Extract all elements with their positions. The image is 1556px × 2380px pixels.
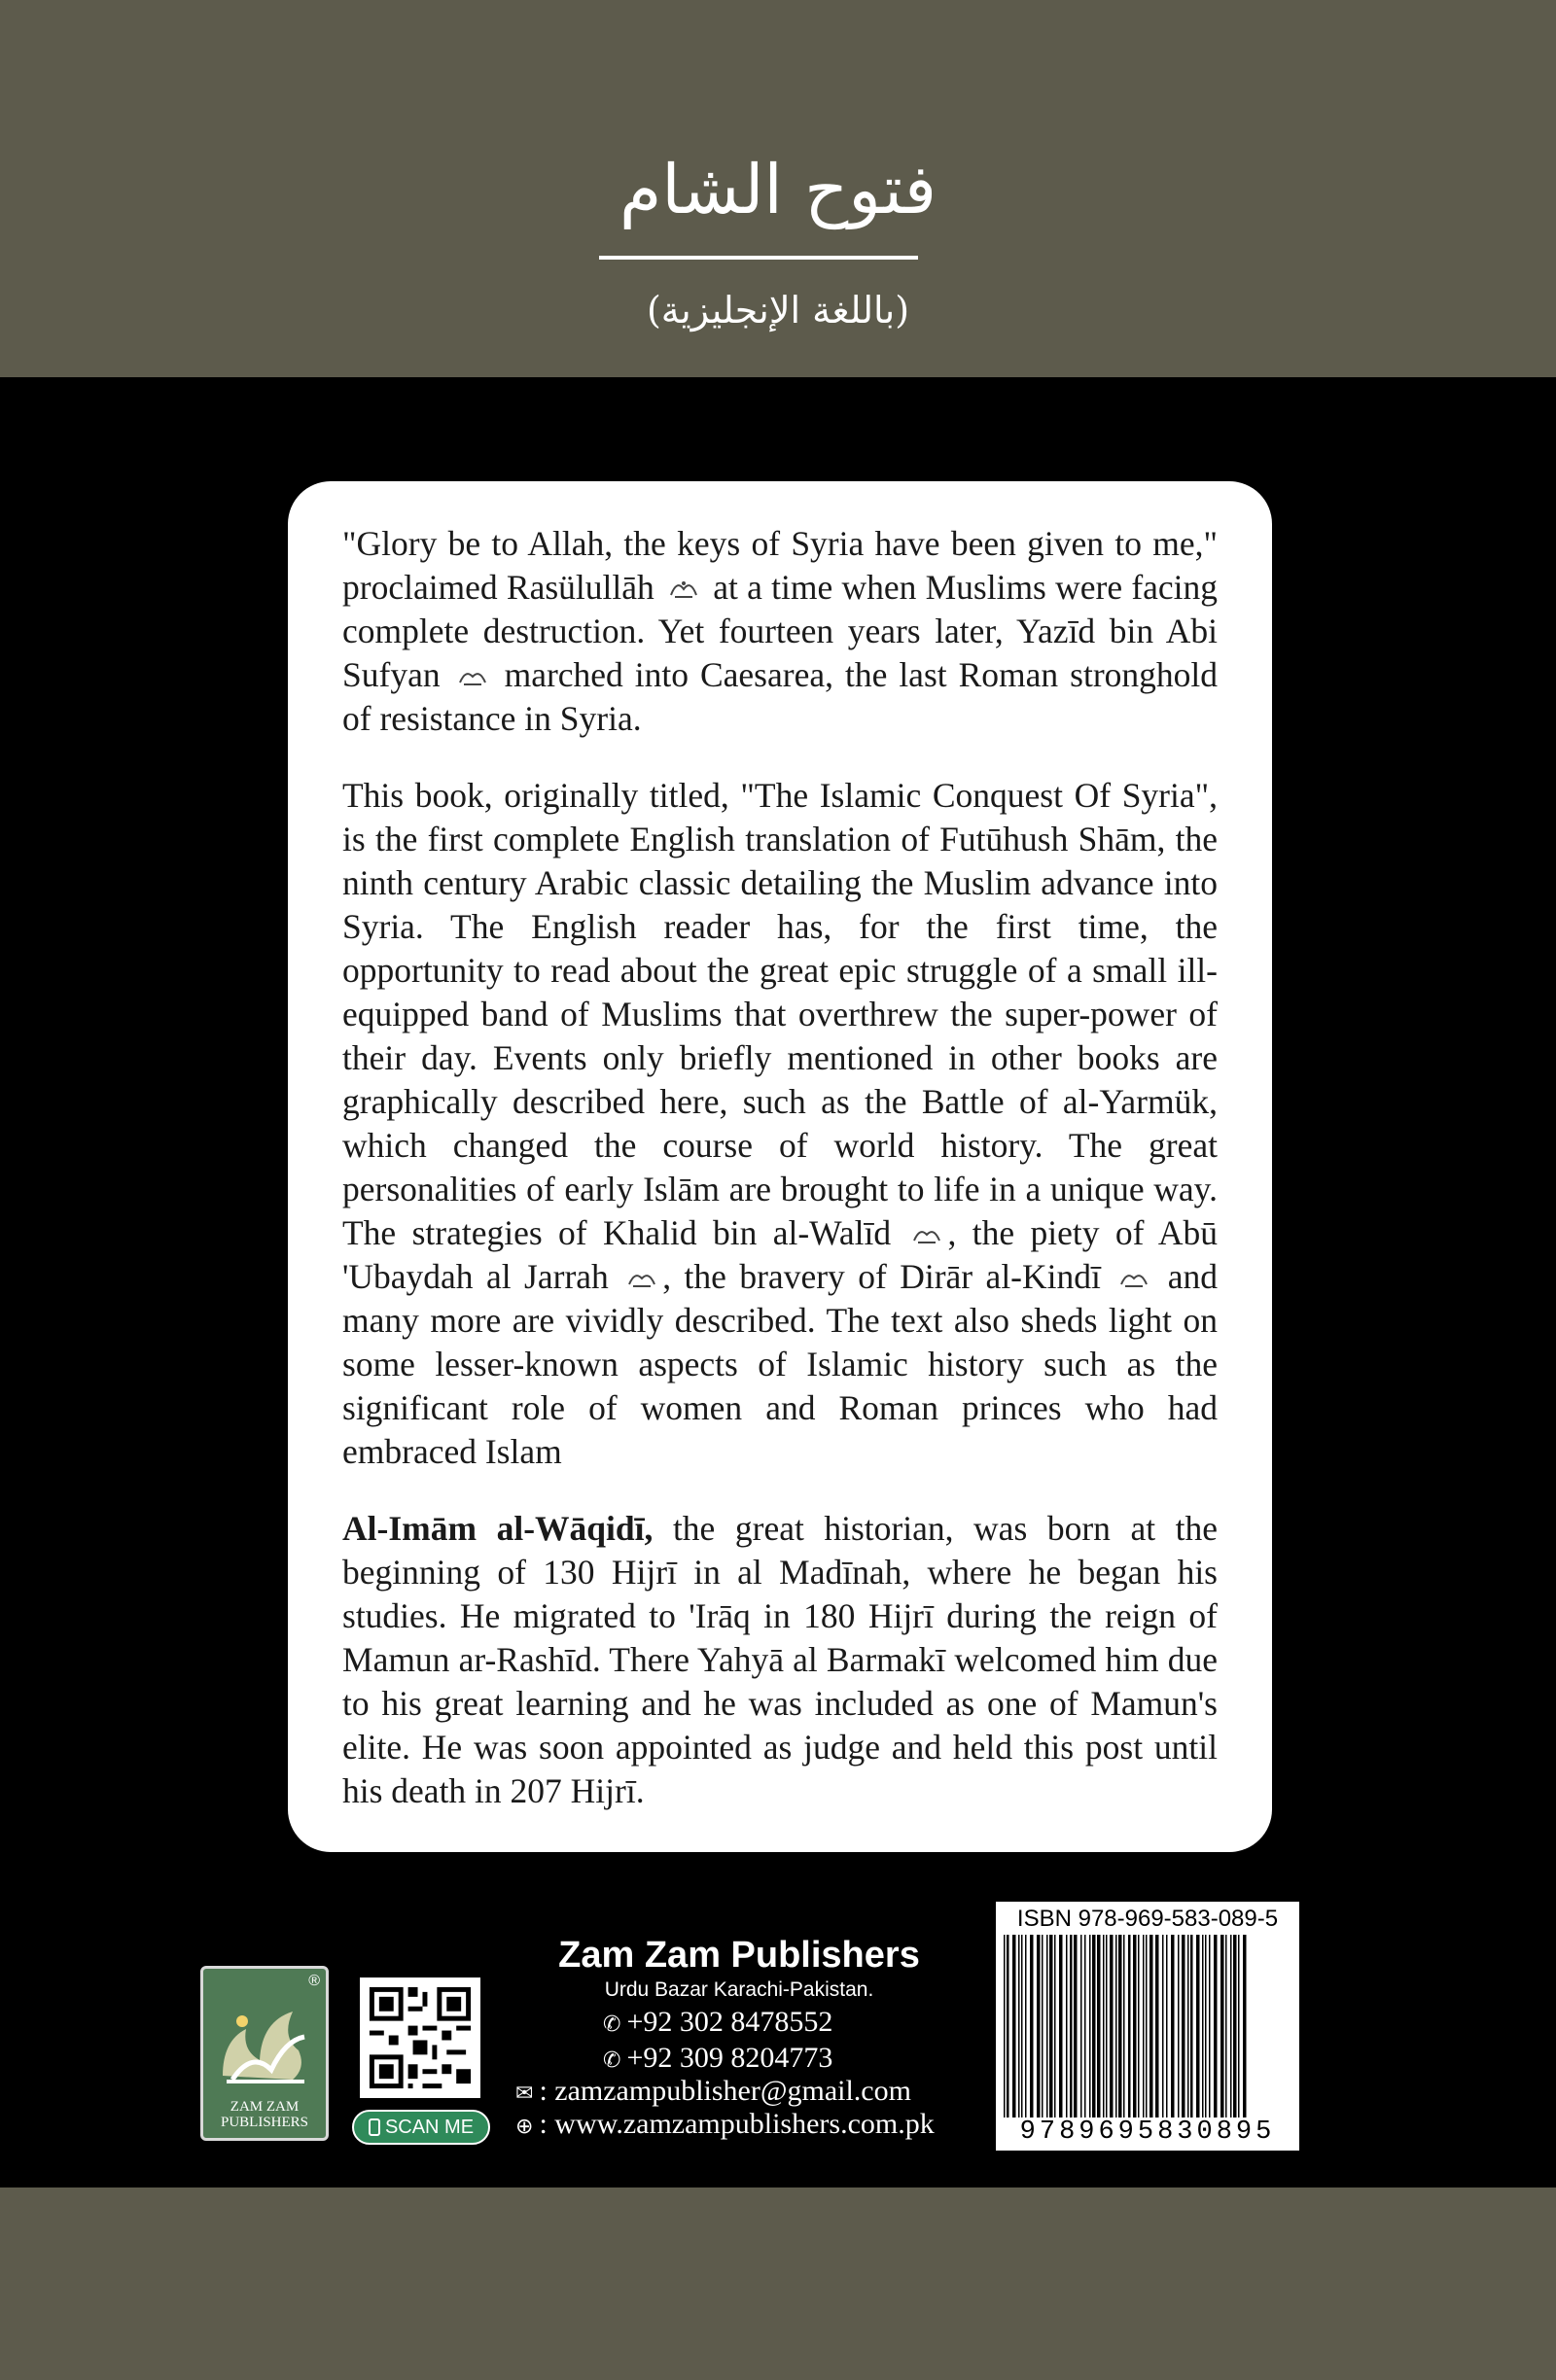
- barcode-digits: 9789695830895: [996, 2118, 1299, 2147]
- website-line[interactable]: [515, 2108, 935, 2144]
- blurb-text: at a time when Muslims were facing complete destruction. Yet fourteen years later, Yazīd bin Abi Sufyan: [342, 568, 1219, 694]
- zamzam-emblem-icon: [203, 1982, 326, 2099]
- phone-whatsapp-icon: ✆: [603, 2048, 621, 2073]
- blurb-text: , the bravery of Dirār al-Kindī: [662, 1257, 1101, 1296]
- logo-caption: ZAM ZAM PUBLISHERS: [220, 2099, 309, 2130]
- isbn-label: ISBN 978-969-583-089-5: [1016, 1906, 1279, 1932]
- publisher-logo: [200, 1966, 329, 2141]
- qr-code-icon: [360, 1978, 480, 2098]
- blurb-card: [288, 481, 1272, 1852]
- author-name: Al-Imām al-Wāqidī,: [342, 1509, 654, 1548]
- honorific-icon: [910, 1221, 943, 1248]
- globe-icon: ⊕: [515, 2115, 534, 2139]
- phone-whatsapp-icon: ✆: [603, 2012, 621, 2037]
- scan-me-label: SCAN ME: [384, 2117, 475, 2138]
- barcode-bars: [996, 1935, 1299, 2119]
- arabic-subtitle: (باللغة الإنجليزية): [646, 289, 910, 332]
- phone-line-1[interactable]: [603, 2006, 832, 2042]
- registered-mark: ®: [308, 1973, 320, 1989]
- honorific-icon: [456, 663, 489, 690]
- blurb-paragraph-1: [342, 522, 1218, 741]
- title-underline: [599, 256, 918, 260]
- blurb-text: , the piety of Abū 'Ubaydah al Jarrah: [342, 1213, 1218, 1296]
- phone-icon: [369, 2118, 380, 2136]
- blurb-text: "Glory be to Allah, the keys of Syria have been given to me," proclaimed Rasülullāh: [342, 524, 1218, 607]
- blurb-text: marched into Caesarea, the last Roman stronghold of resistance in Syria.: [342, 655, 1219, 738]
- phone-number: +92 309 8204773: [626, 2042, 833, 2074]
- blurb-paragraph-2: [342, 774, 1218, 1474]
- phone-line-2[interactable]: [603, 2042, 832, 2078]
- email-address: : zamzampublisher@gmail.com: [539, 2075, 911, 2107]
- email-line[interactable]: [515, 2075, 911, 2111]
- honorific-icon: [625, 1265, 658, 1292]
- blurb-text: This book, originally titled, "The Islamic Conquest Of Syria", is the first complete English translation of Futūhush Shām, the ninth century Arabic classic detailing the Muslim advance into Syria. The English reader has, for the first time, the opportunity to read about the great epic struggle of a small ill-equipped band of Muslims that overthrew the super-power of their day. Events only briefly mentioned in other books are graphically described here, such as the Battle of al-Yarmük, which changed the course of world history. The great personalities of early Islām are brought to life in a unique way. The strategies of Khalid bin al-Walīd: [342, 776, 1218, 1252]
- phone-number: +92 302 8478552: [626, 2006, 833, 2038]
- author-bio: the great historian, was born at the beginning of 130 Hijrī in al Madīnah, where he began his studies. He migrated to 'Irāq in 180 Hijrī during the reign of Mamun ar-Rashīd. There Yahyā al Barmakī welcomed him due to his great learning and he was included as one of Mamun's elite. He was soon appointed as judge and held this post until his death in 207 Hijrī.: [342, 1509, 1218, 1810]
- scan-me-badge: [352, 2110, 490, 2145]
- publisher-name: Zam Zam Publishers: [558, 1935, 920, 1976]
- publisher-address: Urdu Bazar Karachi-Pakistan.: [604, 1978, 874, 2001]
- honorific-icon: [667, 576, 700, 603]
- author-paragraph: [342, 1507, 1218, 1813]
- barcode: [996, 1902, 1299, 2151]
- arabic-title: فتوح الشام: [619, 150, 937, 229]
- honorific-icon: [1117, 1265, 1150, 1292]
- blurb-text: and many more are vividly described. The text also sheds light on some lesser-known aspects of Islamic history such as the significant role of women and Roman princes who had embraced Islam: [342, 1257, 1219, 1471]
- website-url: : www.zamzampublishers.com.pk: [539, 2108, 935, 2140]
- mail-icon: ✉: [515, 2082, 534, 2106]
- qr-code[interactable]: [360, 1978, 480, 2098]
